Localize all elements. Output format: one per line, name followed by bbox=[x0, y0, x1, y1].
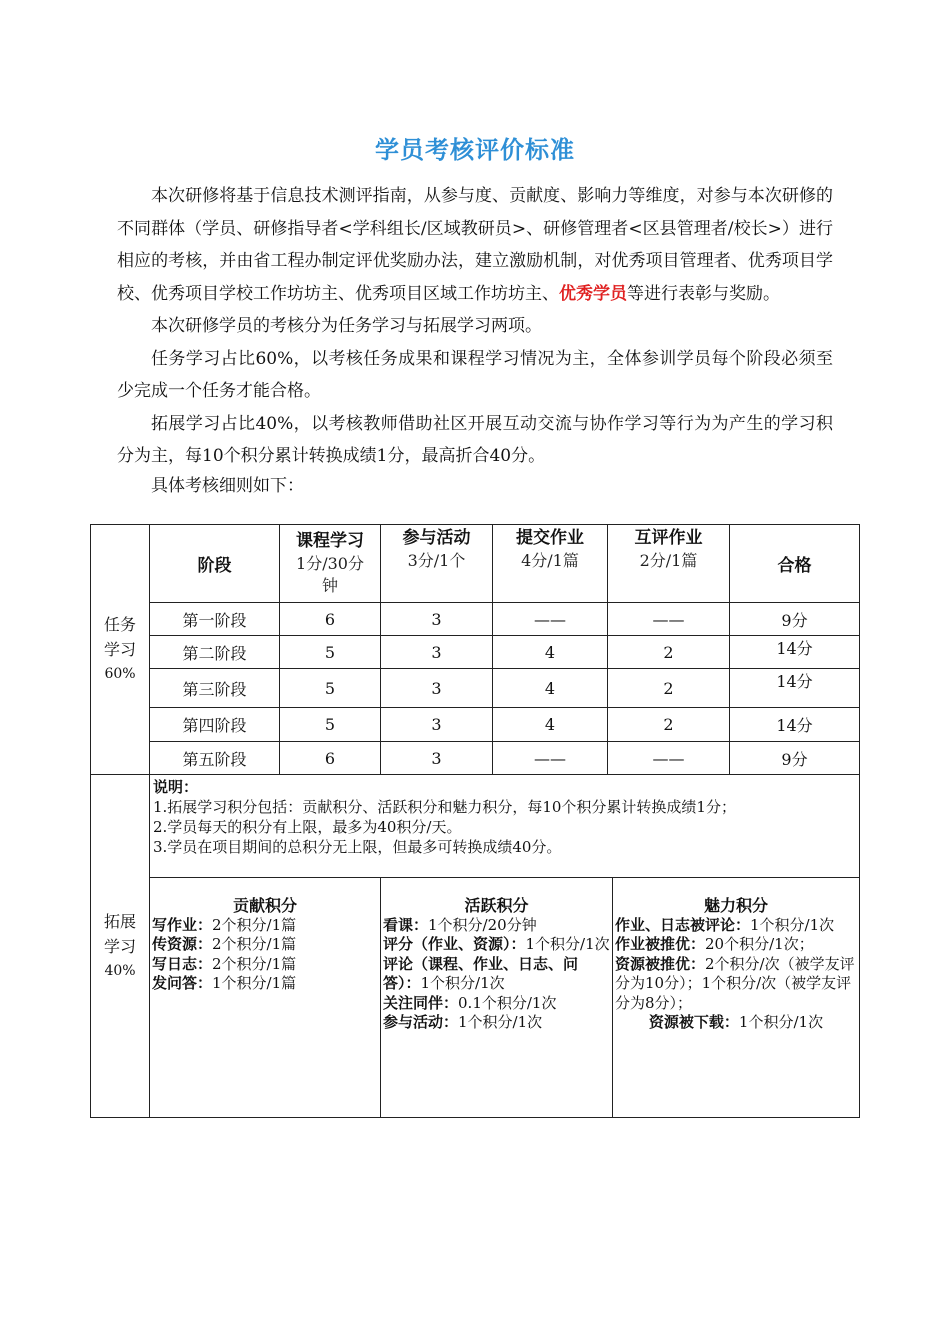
activity-cell: 3 bbox=[381, 636, 493, 669]
pass-cell: 14分 bbox=[730, 669, 860, 708]
ext-notes-row bbox=[91, 775, 860, 878]
paragraph-1-text: 本次研修将基于信息技术测评指南，从参与度、贡献度、影响力等维度，对参与本次研修的不同群体（学员、研修指导者<学科组长/区域教研员>、研修管理者<区县管理者/校长>）进行相应的考核，并由省工程办制定评优奖励办法，建立激励机制，对优秀项目管理者、优秀项目学校、优秀项目学校工作坊坊主、优秀项目区域工作坊坊主、 bbox=[117, 186, 833, 304]
assessment-table bbox=[90, 524, 860, 1118]
stage-cell: 第五阶段 bbox=[150, 742, 280, 775]
table-row bbox=[91, 708, 860, 742]
note-item: 3.学员在项目期间的总积分无上限，但最多可转换成绩40分。 bbox=[153, 838, 562, 856]
activity-cell: 3 bbox=[381, 669, 493, 708]
activity-cell: 3 bbox=[381, 603, 493, 636]
homework-cell: 4 bbox=[493, 708, 608, 742]
item-value: 1个积分/1篇 bbox=[212, 974, 297, 992]
item-value: 2个积分/1篇 bbox=[212, 915, 297, 934]
item-value: 1个积分/20分钟 bbox=[428, 915, 537, 934]
active-item bbox=[383, 916, 610, 936]
item-key: 作业被推优： bbox=[615, 935, 706, 953]
item-key: 关注同伴： bbox=[383, 993, 459, 1012]
item-value: 20个积分/1次； bbox=[705, 935, 814, 953]
item-value: 1个积分/1次 bbox=[420, 974, 505, 992]
item-key: 评论（课程、作业、日志、问答）： bbox=[383, 954, 579, 992]
task-header-row bbox=[91, 525, 860, 603]
header-pass: 合格 bbox=[730, 525, 860, 603]
table-row bbox=[91, 603, 860, 636]
ext-points-row bbox=[91, 878, 860, 1118]
stage-cell: 第一阶段 bbox=[150, 603, 280, 636]
notes-title: 说明： bbox=[153, 778, 199, 796]
active-item bbox=[383, 1013, 610, 1033]
course-cell: 5 bbox=[280, 708, 381, 742]
paragraph-3: 任务学习占比60%，以考核任务成果和课程学习情况为主，全体参训学员每个阶段必须至少完成一个任务才能合格。 bbox=[117, 348, 833, 401]
pass-cell: 9分 bbox=[730, 742, 860, 775]
header-homework bbox=[493, 525, 608, 603]
header-course-title: 课程学习 bbox=[296, 531, 364, 551]
active-title: 活跃积分 bbox=[464, 896, 529, 915]
header-activity-rate: 3分/1个 bbox=[407, 551, 466, 570]
item-value: 1个积分/1次 bbox=[458, 1013, 543, 1031]
activity-cell: 3 bbox=[381, 708, 493, 742]
contribution-item bbox=[152, 935, 378, 955]
contribution-item bbox=[152, 916, 378, 936]
review-cell: —— bbox=[608, 603, 730, 636]
active-item bbox=[383, 994, 610, 1014]
item-key: 传资源： bbox=[152, 935, 213, 953]
ext-section-label bbox=[91, 775, 150, 1118]
item-value: 0.1个积分/1次 bbox=[458, 993, 557, 1012]
pass-cell: 14分 bbox=[730, 708, 860, 742]
item-key: 写日志： bbox=[152, 954, 213, 973]
review-cell: —— bbox=[608, 742, 730, 775]
ext-label-line1: 拓展 bbox=[103, 911, 136, 931]
item-key: 看课： bbox=[383, 915, 429, 934]
contribution-item bbox=[152, 974, 378, 994]
item-key: 评分（作业、资源）： bbox=[383, 935, 526, 953]
charm-points bbox=[613, 878, 860, 1118]
active-item bbox=[383, 935, 610, 955]
task-label-line2: 学习 bbox=[103, 640, 136, 659]
header-homework-title: 提交作业 bbox=[516, 528, 584, 548]
page-title: 学员考核评价标准 bbox=[375, 136, 575, 164]
table-row bbox=[91, 669, 860, 708]
stage-cell: 第二阶段 bbox=[150, 636, 280, 669]
item-value: 1个积分/1次 bbox=[738, 1013, 824, 1031]
item-value: 2个积分/1篇 bbox=[212, 954, 297, 973]
item-key: 发问答： bbox=[152, 974, 213, 992]
contribution-item bbox=[152, 955, 378, 975]
task-label-line3: 60% bbox=[104, 666, 136, 682]
review-cell: 2 bbox=[608, 708, 730, 742]
review-cell: 2 bbox=[608, 636, 730, 669]
course-cell: 5 bbox=[280, 669, 381, 708]
header-review-rate: 2分/1篇 bbox=[639, 551, 698, 570]
header-course bbox=[280, 525, 381, 603]
ext-notes bbox=[150, 775, 860, 878]
pass-cell: 14分 bbox=[730, 636, 860, 669]
charm-item bbox=[615, 1013, 857, 1033]
homework-cell: —— bbox=[493, 742, 608, 775]
item-key: 资源被推优： bbox=[615, 954, 706, 973]
note-item: 2.学员每天的积分有上限，最多为40积分/天。 bbox=[153, 818, 462, 836]
header-activity-title: 参与活动 bbox=[402, 528, 471, 548]
item-key: 参与活动： bbox=[383, 1013, 459, 1031]
item-key: 资源被下载： bbox=[648, 1013, 739, 1031]
active-points bbox=[381, 878, 613, 1118]
paragraph-2: 本次研修学员的考核分为任务学习与拓展学习两项。 bbox=[151, 316, 542, 336]
header-review-title: 互评作业 bbox=[634, 528, 703, 548]
charm-item bbox=[615, 935, 857, 955]
ext-label-line2: 学习 bbox=[103, 936, 136, 956]
homework-cell: 4 bbox=[493, 669, 608, 708]
item-value: 2个积分/次（被学友评分为10分）；1个积分/次（被学友评分为8分）； bbox=[615, 954, 855, 1012]
note-item: 1.拓展学习积分包括：贡献积分、活跃积分和魅力积分，每10个积分累计转换成绩1分； bbox=[153, 798, 736, 816]
charm-title: 魅力积分 bbox=[703, 896, 768, 915]
stage-cell: 第四阶段 bbox=[150, 708, 280, 742]
paragraph-1 bbox=[117, 180, 833, 310]
item-key: 写作业： bbox=[152, 915, 213, 934]
review-cell: 2 bbox=[608, 669, 730, 708]
task-section-label bbox=[91, 525, 150, 775]
table-row bbox=[91, 636, 860, 669]
item-key: 作业、日志被评论： bbox=[615, 915, 751, 934]
activity-cell: 3 bbox=[381, 742, 493, 775]
paragraph-1-tail: 等进行表彰与奖励。 bbox=[627, 283, 780, 304]
header-review bbox=[608, 525, 730, 603]
charm-item bbox=[615, 916, 857, 936]
header-activity bbox=[381, 525, 493, 603]
table-row bbox=[91, 742, 860, 775]
ext-label-line3: 40% bbox=[104, 962, 136, 979]
course-cell: 6 bbox=[280, 742, 381, 775]
homework-cell: —— bbox=[493, 603, 608, 636]
charm-item bbox=[615, 955, 857, 1014]
homework-cell: 4 bbox=[493, 636, 608, 669]
contribution-points bbox=[150, 878, 381, 1118]
course-cell: 6 bbox=[280, 603, 381, 636]
contribution-title: 贡献积分 bbox=[232, 896, 297, 915]
paragraph-4: 拓展学习占比40%，以考核教师借助社区开展互动交流与协作学习等行为为产生的学习积分为主，每10个积分累计转换成绩1分，最高折合40分。 bbox=[117, 413, 833, 466]
header-stage: 阶段 bbox=[150, 525, 280, 603]
stage-cell: 第三阶段 bbox=[150, 669, 280, 708]
intro-text bbox=[117, 180, 833, 499]
header-course-rate-cont: 钟 bbox=[321, 576, 338, 595]
item-value: 1个积分/1次 bbox=[750, 915, 835, 934]
pass-cell: 9分 bbox=[730, 603, 860, 636]
item-value: 2个积分/1篇 bbox=[212, 935, 297, 953]
task-label-line1: 任务 bbox=[103, 615, 136, 634]
header-course-rate: 1分/30分 bbox=[296, 554, 364, 573]
active-item bbox=[383, 955, 610, 994]
highlight-excellent-student: 优秀学员 bbox=[559, 283, 627, 304]
header-homework-rate: 4分/1篇 bbox=[521, 551, 579, 570]
item-value: 1个积分/1次 bbox=[525, 935, 610, 953]
paragraph-5: 具体考核细则如下： bbox=[151, 475, 304, 496]
course-cell: 5 bbox=[280, 636, 381, 669]
